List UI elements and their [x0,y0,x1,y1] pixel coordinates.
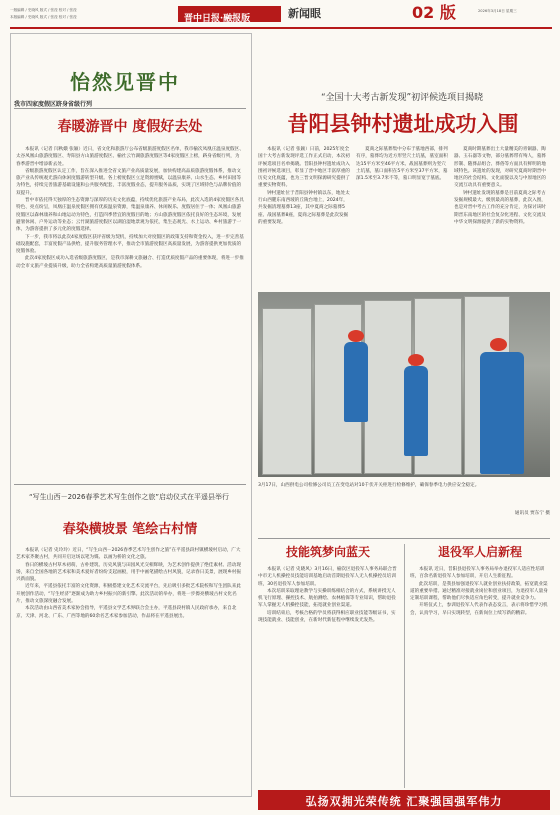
worker [344,342,368,422]
paragraph: 钟村遗址位于昔阳县钟村镇以东，地处太行山西麓东南西坡的丘陵台地上，2024年，共发掘清理墓葬13座，其中夏商之际墓葬5座、战国墓葬8座，夏商之际墓葬是此次发掘的重要发现。 [258,190,350,225]
news-photo [258,292,550,477]
paragraph: 钟村遗址发现的墓葬是目前夏商之际考古发掘规模最大、级别最高的墓葬，此次入围，也是对晋中考古工作的充分肯定，为探讨该时期晋东南地区的社会复杂化进程、文化交流及中华文明探源提供了新的实物资料。 [454,190,546,225]
divider [14,108,246,109]
article-body-col3 [454,146,550,286]
paragraph: 本报讯（记者 闫秋娥 张颖）近日，省文化和旅游厅公布省级旅游度假区名单，我市榆次凤凰庄温泉度假区、太谷凤凰山旅游度假区、寿阳县方山旅游度假区、榆社云竹湖旅游度假区等4家度假区上榜，跻身省级行列，为春季游晋中增添新去处。 [16,147,244,167]
paragraph: 下一步，我市将以此次4家度假区获评省级为契机，持续加大对度假区的政策支持和资金投入，进一步完善基础设施配套，丰富度假产品供给，提升服务管理水平，推动全市旅游度假区高质量发展，为游客提供更加优质的度假体验。 [16,234,244,255]
article-title: 春暖游晋中 度假好去处 [57,119,203,135]
lead-title: 昔阳县钟村遗址成功入围 [287,111,519,136]
paragraph: 本报讯 近日，昔阳县退役军人事务局举办退役军人适应性培训班，百余名新退役军人参加培训，开启人生新征程。 [410,567,545,580]
article-body [16,146,244,416]
paragraph: 本次活动由山西省美术家协会指导，平遥县文学艺术界联合会主办，平遥县段村镇人民政府承办，来自北京、天津、河北、广东、广西等地的60余名艺术家参加活动，作品将在平遥县展出。 [16,606,237,619]
helmet [348,330,364,342]
worker [404,366,428,456]
column-rule [404,544,405,788]
paragraph: 夏商时期墓葬出土大量精美的青铜器、陶器、玉石器等文物，部分墓葬带有殉人，墓葬形制、随葬品组合、葬俗等方面具有鲜明的地域特色。该遗址的发现，对研究夏商时期晋中地区的社会结构、文化面貌以及与中原地区的交流互动具有重要意义。 [454,147,546,189]
paragraph: 省级旅游度假区认定工作，旨在深入推进全省文旅产业高质量发展，加快构建高品质旅游度假体系，推动文旅产业从传统观光游向休闲度假游转型升级。各上榜度假区立足资源禀赋，以温泉康养、山水生态、乡村田园等为特色，持续完善旅游基础设施和公共服务配套，丰富度假业态，提升服务品质，实现了区域特色与品牌价值的双提升。 [16,168,242,196]
paragraph: 夏商之际墓葬集中分布于墓地西部，排列有序，墓葬均为近方形竖穴土坑墓，墓室面积达15平方米至46平方米。战国墓葬则为竖穴土坑墓，墓口面积在5平方米至37平方米，墓深1.5米至3.7米不等，墓口明显宽于墓底。 [356,147,448,182]
article-title: 春染横坡景 笔绘古村情 [62,522,198,537]
paragraph: 本报讯（记者 史晓风）3月16日，榆次区退役军人事务局联合晋中市无人机操控员技能培训基地启动首期退役军人无人机操控员培训班，30名退役军人参加培训。 [258,567,397,587]
divider [258,538,550,539]
article-title: 退役军人启新程 [437,545,522,559]
calligraphy-title: 怡然见晋中 [70,70,180,94]
photo-credit: 通讯员 贾东宁 摄 [514,511,550,516]
article-kicker: “写生山西－2026春季艺术写生创作之旅”启动仪式在平遥县举行 [28,493,230,501]
paragraph: 培训结束后，考核合格的学员将获得相应职业技能等级证书，实现技能就业、技能创业，在新时代新征程中继续发光发热。 [258,610,396,624]
banner-text: 弘扬双拥光荣传统 汇聚强国强军伟力 [305,795,503,808]
photo-caption: 3月17日，山西供电公司检修公司员工在变电站对10千伏开关柜进行检修维护，确保春季电力供应安全稳定。 [258,483,480,488]
bottom-banner [258,790,550,810]
page-number: 02 版 [412,3,456,22]
article-body-col2 [356,146,448,286]
header-rule [10,27,552,29]
helmet [490,338,507,351]
header-meta-2: 本版编辑 / 史晓风 版式 / 张滢 校对 / 张滢 [10,15,77,19]
article-body [410,566,550,788]
article-body-col1 [258,146,350,286]
helmet [408,354,424,366]
paragraph: 本报讯（记者 史玲玲）近日，“写生山西－2026春季艺术写生创作之旅”在平遥县段村镇横坡村启动，广大艺术家齐聚古村，共同开启这场以笔为媒、以画为桥的文化之旅。 [16,548,241,561]
left-column-head: 我市四家度假区跻身省级行列 [14,101,93,108]
article-kicker: “全国十大考古新发现”初评候选项目揭晓 [320,93,484,103]
section-name: 新闻眼 [288,7,321,20]
article-body [258,566,398,788]
paragraph: 春日的横坡古村草木初萌，古朴建筑、历史风貌与田园风光交相辉映，为艺术创作提供了绝佳素材。活动现场，来自全国各地的艺术家和美术爱好者纷纷支起画板，用手中画笔描绘古村风貌，记录春日美景，展现乡村振兴新面貌。 [16,562,242,583]
paragraph: 此次培训，是我县加强退役军人就业创业扶持政策，拓宽就业渠道的重要举措。通过精准对接就业岗位和创业项目，为退役军人量身定制培训课程，帮助他们尽快适应角色转变，提升就业竞争力。 [410,581,548,602]
switch-cabinet [262,308,312,475]
paragraph: 近年来，平遥县依托丰富的文化资源，积极搭建文化艺术交流平台，先后吸引多批艺术院校和写生团队来此开展创作活动，“写生经济”逐渐成为助力乡村振兴的新引擎。此次活动的举办，将进一步擦亮横坡古村文化名片，推动文旅深度融合发展。 [16,584,241,605]
paragraph: 开班仪式上，参训退役军人代表作表态发言，表示将珍惜学习机会，认真学习，早日实现转型，在新岗位上续写新的精彩。 [410,603,548,616]
worker [480,352,524,474]
divider [14,484,246,485]
paragraph: 此次4家度假区成功入选省级旅游度假区，是我市深耕文旅融合、打造优质度假产品的重要体现，将进一步推动全市文旅产业提质升级，助力全省构建高质量旅游度假体系。 [16,256,244,269]
paragraph: 本报讯（记者 张颖）日前，2025年度全国十大考古新发现评选工作正式启动，本次初评候选项目名单揭晓。昔阳县钟村遗址成功入围初评候选项目，彰显了晋中地区丰富厚重的历史文化底蕴，也为三晋文明探源研究提供了重要实物资料。 [258,147,350,189]
paragraph: 晋中市依托得天独厚的生态资源与深厚的历史文化底蕴，持续优化旅游产业布局，此次入选的4家度假区各具特色、亮点纷呈，凤凰庄温泉度假区拥有优质温泉资源，集温泉康养、休闲娱乐、度假居住于一体；凤凰山旅游度假区以森林康养和山地运动为特色，打造四季皆宜的度假目的地；方山旅游度假区依托良好的生态环境，发展避暑休闲、户外运动等业态；云竹湖旅游度假区以湖泊湿地景观为依托，集生态观光、水上运动、乡村旅游于一体，为游客提供了多元化的度假选择。 [16,198,244,233]
masthead-logo: 晋中日报·融报版 [178,6,281,22]
article-title: 技能筑梦向蓝天 [285,545,370,559]
article-body [16,547,244,787]
paragraph: 本次培训采取理论教学与实操训练相结合的方式，系统讲授无人机飞行原理、操控技术、航拍测绘、农林植保等专业知识，帮助退役军人掌握无人机操控技能，拓宽就业创业渠道。 [258,588,396,609]
issue-date: 2026年3月18日 星期三 [478,9,517,13]
header-meta-1: 一版编辑 / 史晓风 版式 / 张滢 校对 / 张滢 [10,8,77,12]
